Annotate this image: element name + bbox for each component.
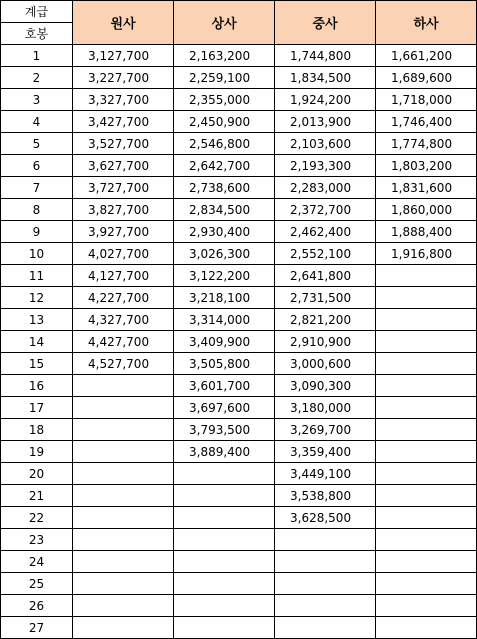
salary-cell: 3,601,700 (174, 375, 275, 397)
step-cell: 6 (1, 155, 73, 177)
step-cell: 8 (1, 199, 73, 221)
table-row (1, 177, 477, 199)
salary-cell: 1,744,800 (275, 45, 376, 67)
salary-cell: 2,259,100 (174, 67, 275, 89)
salary-cell: 2,738,600 (174, 177, 275, 199)
salary-cell (174, 463, 275, 485)
salary-cell: 4,127,700 (73, 265, 174, 287)
table-row (1, 309, 477, 331)
table-row (1, 419, 477, 441)
step-cell: 1 (1, 45, 73, 67)
step-cell: 13 (1, 309, 73, 331)
salary-cell (275, 617, 376, 639)
salary-cell (73, 375, 174, 397)
table-row (1, 617, 477, 639)
salary-cell (174, 595, 275, 617)
step-cell: 26 (1, 595, 73, 617)
salary-cell: 3,697,600 (174, 397, 275, 419)
salary-cell (174, 529, 275, 551)
salary-cell: 2,450,900 (174, 111, 275, 133)
salary-cell: 3,122,200 (174, 265, 275, 287)
step-cell: 11 (1, 265, 73, 287)
salary-cell: 2,013,900 (275, 111, 376, 133)
salary-cell: 2,642,700 (174, 155, 275, 177)
salary-cell (73, 463, 174, 485)
step-cell: 20 (1, 463, 73, 485)
salary-cell (376, 375, 477, 397)
step-cell: 5 (1, 133, 73, 155)
table-row (1, 45, 477, 67)
step-cell: 12 (1, 287, 73, 309)
salary-cell (73, 529, 174, 551)
step-cell: 19 (1, 441, 73, 463)
salary-cell: 2,193,300 (275, 155, 376, 177)
step-cell: 10 (1, 243, 73, 265)
salary-cell (73, 617, 174, 639)
salary-cell (376, 485, 477, 507)
salary-cell (376, 529, 477, 551)
table-row (1, 485, 477, 507)
salary-cell: 1,860,000 (376, 199, 477, 221)
corner-step-label: 호봉 (1, 23, 73, 45)
salary-cell: 3,827,700 (73, 199, 174, 221)
salary-cell: 3,127,700 (73, 45, 174, 67)
salary-cell: 3,449,100 (275, 463, 376, 485)
step-cell: 24 (1, 551, 73, 573)
salary-cell: 1,888,400 (376, 221, 477, 243)
salary-cell: 3,090,300 (275, 375, 376, 397)
salary-cell: 2,910,900 (275, 331, 376, 353)
step-cell: 27 (1, 617, 73, 639)
step-cell: 23 (1, 529, 73, 551)
salary-cell: 2,731,500 (275, 287, 376, 309)
salary-cell: 3,327,700 (73, 89, 174, 111)
salary-cell (275, 529, 376, 551)
salary-cell: 3,538,800 (275, 485, 376, 507)
rank-header-4: 하사 (376, 1, 477, 45)
step-cell: 22 (1, 507, 73, 529)
salary-cell (376, 551, 477, 573)
salary-cell: 3,409,900 (174, 331, 275, 353)
salary-cell: 3,026,300 (174, 243, 275, 265)
table-row (1, 265, 477, 287)
salary-cell: 1,831,600 (376, 177, 477, 199)
rank-header-1: 원사 (73, 1, 174, 45)
salary-cell: 2,930,400 (174, 221, 275, 243)
salary-cell: 3,314,000 (174, 309, 275, 331)
step-cell: 15 (1, 353, 73, 375)
salary-cell (376, 287, 477, 309)
table-body (1, 45, 477, 639)
salary-cell: 4,527,700 (73, 353, 174, 375)
salary-cell: 4,427,700 (73, 331, 174, 353)
step-cell: 21 (1, 485, 73, 507)
table-row (1, 529, 477, 551)
salary-cell (376, 595, 477, 617)
salary-cell (376, 573, 477, 595)
salary-cell: 2,372,700 (275, 199, 376, 221)
step-cell: 14 (1, 331, 73, 353)
table-row (1, 133, 477, 155)
salary-cell: 4,327,700 (73, 309, 174, 331)
rank-header-2: 상사 (174, 1, 275, 45)
salary-cell: 3,889,400 (174, 441, 275, 463)
salary-cell: 1,689,600 (376, 67, 477, 89)
salary-cell (376, 617, 477, 639)
salary-cell (376, 353, 477, 375)
salary-cell: 1,916,800 (376, 243, 477, 265)
rank-header-3: 중사 (275, 1, 376, 45)
salary-cell (376, 463, 477, 485)
salary-cell (376, 507, 477, 529)
salary-cell: 2,552,100 (275, 243, 376, 265)
salary-cell: 1,661,200 (376, 45, 477, 67)
salary-cell: 2,283,000 (275, 177, 376, 199)
table-row (1, 221, 477, 243)
salary-cell (376, 265, 477, 287)
salary-cell: 1,746,400 (376, 111, 477, 133)
salary-cell: 3,180,000 (275, 397, 376, 419)
table-row (1, 463, 477, 485)
salary-cell: 2,641,800 (275, 265, 376, 287)
salary-cell: 3,527,700 (73, 133, 174, 155)
table-row (1, 111, 477, 133)
table-row (1, 375, 477, 397)
table-row (1, 89, 477, 111)
step-cell: 25 (1, 573, 73, 595)
salary-cell: 3,927,700 (73, 221, 174, 243)
step-cell: 16 (1, 375, 73, 397)
salary-cell (376, 419, 477, 441)
salary-cell: 3,505,800 (174, 353, 275, 375)
table-row (1, 507, 477, 529)
table-row (1, 67, 477, 89)
salary-cell (174, 573, 275, 595)
step-cell: 2 (1, 67, 73, 89)
salary-cell (376, 441, 477, 463)
salary-cell (376, 397, 477, 419)
salary-cell (174, 485, 275, 507)
salary-cell (73, 419, 174, 441)
salary-cell: 3,359,400 (275, 441, 376, 463)
salary-cell: 1,924,200 (275, 89, 376, 111)
salary-cell: 2,546,800 (174, 133, 275, 155)
salary-cell: 3,269,700 (275, 419, 376, 441)
salary-cell (73, 485, 174, 507)
salary-cell (174, 507, 275, 529)
salary-cell: 4,227,700 (73, 287, 174, 309)
salary-cell: 3,218,100 (174, 287, 275, 309)
salary-cell (73, 397, 174, 419)
salary-cell (376, 309, 477, 331)
salary-cell: 2,821,200 (275, 309, 376, 331)
step-cell: 9 (1, 221, 73, 243)
salary-cell: 2,103,600 (275, 133, 376, 155)
table-row (1, 199, 477, 221)
step-cell: 18 (1, 419, 73, 441)
salary-cell (174, 551, 275, 573)
salary-cell (275, 551, 376, 573)
step-cell: 3 (1, 89, 73, 111)
salary-cell: 3,793,500 (174, 419, 275, 441)
salary-cell: 3,727,700 (73, 177, 174, 199)
step-cell: 4 (1, 111, 73, 133)
step-cell: 7 (1, 177, 73, 199)
salary-cell: 2,834,500 (174, 199, 275, 221)
table-row (1, 551, 477, 573)
table-row (1, 155, 477, 177)
salary-cell: 2,462,400 (275, 221, 376, 243)
salary-cell: 2,163,200 (174, 45, 275, 67)
step-cell: 17 (1, 397, 73, 419)
table-row (1, 331, 477, 353)
salary-cell: 1,834,500 (275, 67, 376, 89)
salary-cell: 1,803,200 (376, 155, 477, 177)
salary-cell: 3,628,500 (275, 507, 376, 529)
salary-cell (275, 573, 376, 595)
salary-cell: 1,718,000 (376, 89, 477, 111)
corner-rank-label: 계급 (1, 1, 73, 23)
salary-cell: 3,000,600 (275, 353, 376, 375)
salary-cell (376, 331, 477, 353)
salary-cell (73, 441, 174, 463)
table-header (1, 1, 477, 45)
salary-cell (73, 573, 174, 595)
table-row (1, 595, 477, 617)
salary-cell (275, 595, 376, 617)
salary-cell: 3,627,700 (73, 155, 174, 177)
salary-cell: 1,774,800 (376, 133, 477, 155)
salary-cell (73, 595, 174, 617)
table-row (1, 243, 477, 265)
salary-cell (73, 551, 174, 573)
salary-cell: 4,027,700 (73, 243, 174, 265)
table-row (1, 397, 477, 419)
salary-cell: 3,227,700 (73, 67, 174, 89)
table-row (1, 441, 477, 463)
salary-cell: 3,427,700 (73, 111, 174, 133)
table-row (1, 287, 477, 309)
salary-cell (174, 617, 275, 639)
table-row (1, 353, 477, 375)
table-row (1, 573, 477, 595)
salary-cell: 2,355,000 (174, 89, 275, 111)
salary-cell (73, 507, 174, 529)
